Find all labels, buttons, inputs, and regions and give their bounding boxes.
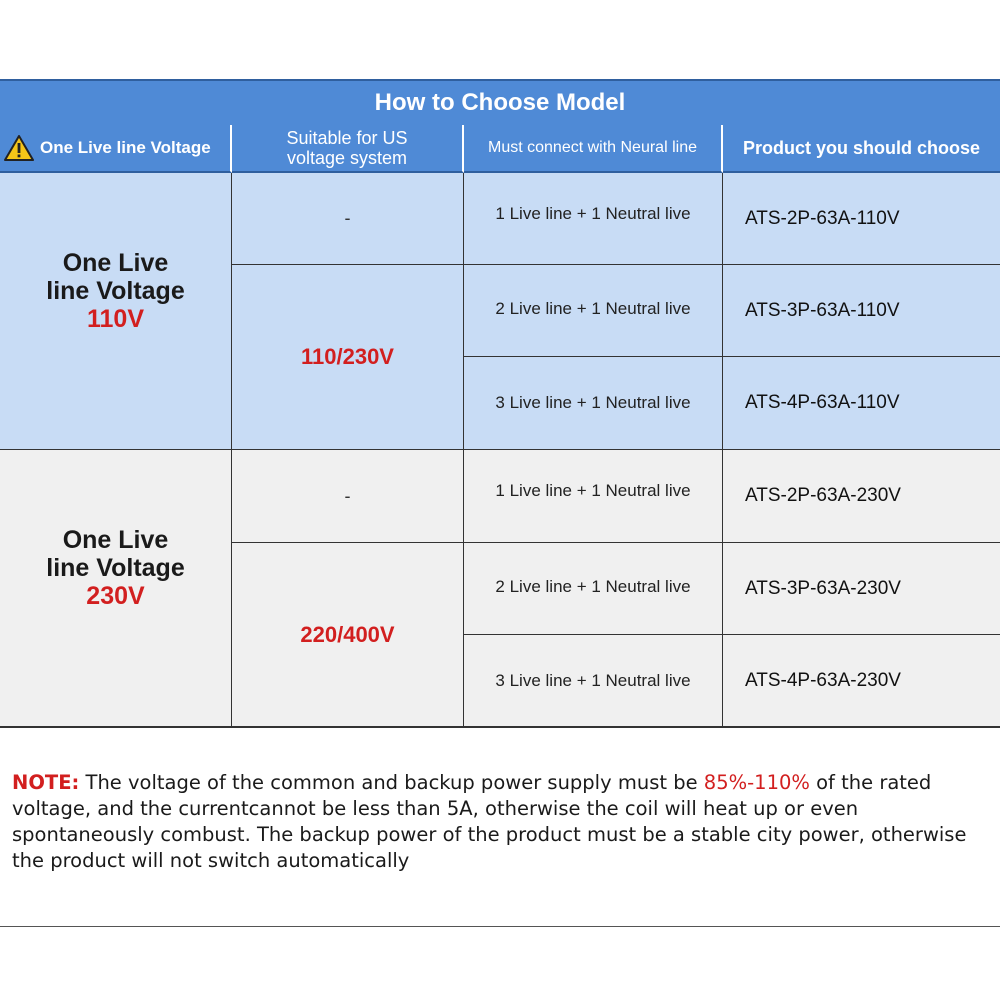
note-text-after: of the rated voltage, and the currentcannot be less than 5A, otherwise the coil will heat up or even spontaneously combust. The backup power of the product must be a stable city power, otherwise the product will not switch automatically [12, 771, 967, 872]
connection-cell: 1 Live line + 1 Neutral live [464, 450, 723, 543]
note-voltage-range: 85%-110% [703, 771, 810, 794]
table-title: How to Choose Model [0, 79, 1000, 125]
header-live-line-voltage [0, 125, 232, 173]
header-col2-line2: voltage system [286, 148, 408, 168]
connection-cell: 2 Live line + 1 Neutral live [464, 265, 723, 357]
header-product: Product you should choose [723, 125, 1000, 173]
note-paragraph [12, 770, 992, 874]
header-col1-label: One Live line Voltage [40, 138, 211, 157]
system-cell-110-230v: 110/230V [232, 265, 464, 450]
group-label-230v [0, 450, 232, 727]
connection-cell: 1 Live line + 1 Neutral live [464, 173, 723, 265]
warning-triangle-icon [4, 134, 34, 162]
group-label-line1: One Live [62, 249, 169, 277]
system-cell-220-400v: 220/400V [232, 543, 464, 727]
group-voltage: 110V [86, 305, 144, 333]
product-cell: ATS-4P-63A-230V [723, 635, 1000, 727]
header-neutral-connection: Must connect with Neural line [464, 125, 723, 173]
note-label: NOTE: [12, 771, 80, 794]
table-bottom-border [0, 726, 1000, 728]
system-cell-dash: - [232, 450, 464, 543]
group-label-line1: One Live [62, 526, 169, 554]
product-cell: ATS-2P-63A-110V [723, 173, 1000, 265]
bottom-divider [0, 926, 1000, 927]
product-cell: ATS-3P-63A-110V [723, 265, 1000, 357]
group-label-line2: line Voltage [46, 277, 185, 305]
product-cell: ATS-4P-63A-110V [723, 357, 1000, 450]
product-cell: ATS-3P-63A-230V [723, 543, 1000, 635]
product-cell: ATS-2P-63A-230V [723, 450, 1000, 543]
connection-cell: 2 Live line + 1 Neutral live [464, 543, 723, 635]
header-col2-line1: Suitable for US [286, 128, 408, 148]
group-label-110v [0, 173, 232, 450]
system-cell-dash: - [232, 173, 464, 265]
group-voltage: 230V [86, 582, 145, 610]
group-label-line2: line Voltage [46, 554, 185, 582]
connection-cell: 3 Live line + 1 Neutral live [464, 357, 723, 450]
header-us-voltage-system [232, 125, 464, 173]
note-text-before: The voltage of the common and backup power supply must be [79, 771, 704, 794]
connection-cell: 3 Live line + 1 Neutral live [464, 635, 723, 727]
